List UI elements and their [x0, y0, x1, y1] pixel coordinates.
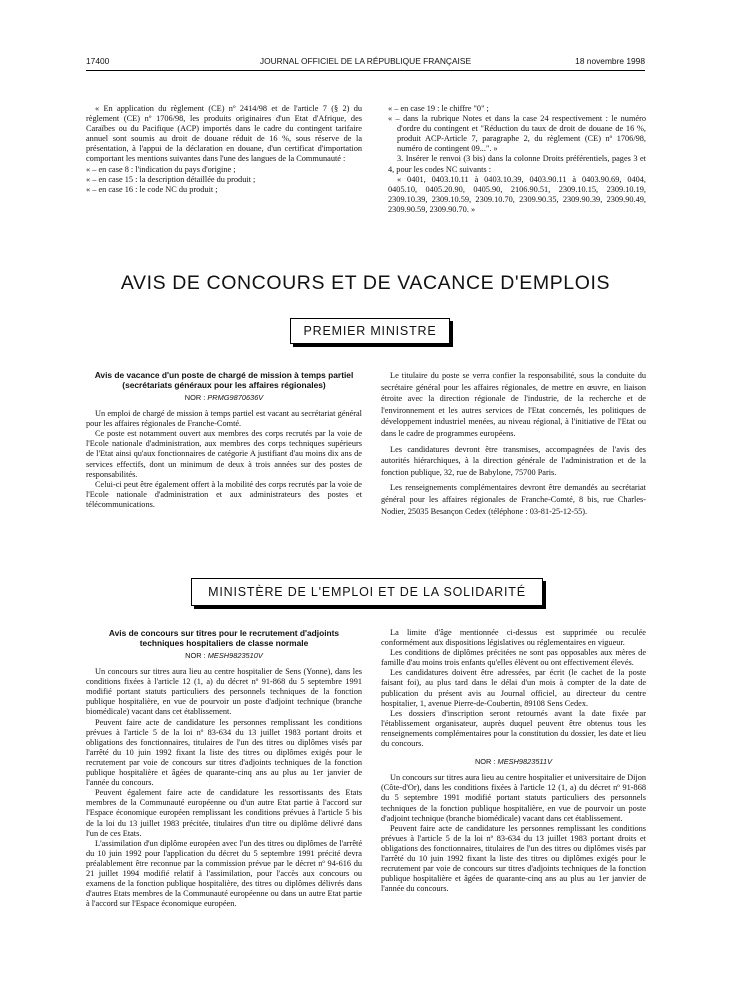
paragraph: Ce poste est notamment ouvert aux membres des corps recrutés par la voie de l'Ecole nationale d'administration, aux membres des corps techniques supérieurs de l'Etat ainsi qu'aux fonctionnaires de catégorie A justifiant d'au moins dix ans de services effectifs, dont un minimum de deux à trois années sur des postes de responsabilités. — [86, 429, 362, 479]
list-item: « – en case 19 : le chiffre "0" ; — [388, 104, 489, 113]
paragraph: Celui-ci peut être également offert à la mobilité des corps recrutés par la voie de l'Ecole nationale d'administration et aux administrateurs des postes et télécommunications. — [86, 479, 362, 509]
nor-label: NOR : — [184, 393, 206, 402]
paragraph: Peuvent faire acte de candidature les personnes remplissant les conditions prévues à l'article 5 de la loi nº 83-634 du 13 juillet 1983 portant droits et obligations des fonctionnaires, titulaires de l'un des titres ou diplômes visés par l'arrêté du 10 juin 1992 fixant la liste des titres ou diplômes exigés pour le recrutement par voie de concours sur titres d'adjoints techniques de la fonction publique hospitalière et âgées de quarante-cinq ans au plus au 1er janvier de l'année du concours. — [381, 823, 646, 894]
top-left-list — [86, 165, 362, 195]
nor-code: MESH9823510V — [207, 651, 263, 660]
top-right-codes: « 0401, 0403.10.11 à 0403.10.39, 0403.90.11 à 0403.90.69, 0404, 0405.10, 0405.20.90, 0405.90, 2106.90.51, 2309.10.15, 2309.10.19, 2309.10.39, 2309.10.59, 2309.10.70, 2309.90.35, 2309.90.39, 2309.90.49, 2309.90.59, 2309.90.70. » — [388, 174, 646, 214]
header-rule — [86, 70, 645, 71]
nor-label: NOR : — [185, 651, 206, 660]
section-title: AVIS DE CONCOURS ET DE VACANCE D'EMPLOIS — [120, 272, 611, 294]
paragraph: La limite d'âge mentionnée ci-dessus est supprimée ou reculée conformément aux dispositions législatives ou réglementaires en vigueur. — [381, 628, 646, 648]
page-header — [86, 56, 645, 68]
list-item: « – en case 16 : le code NC du produit ; — [86, 184, 218, 194]
top-left-column — [86, 104, 362, 195]
paragraph: Le titulaire du poste se verra confier la responsabilité, sous la conduite du secrétaire général pour les affaires régionales, de mettre en œuvre, en liaison étroite avec la direction régionale de l'industrie, de la recherche et de l'environnement et les autres services de l'Etat concernés, les politiques de développement industriel menées, au niveau régional, à l'initiative de l'Etat ou dans le cadre de programmes européens. — [381, 371, 646, 438]
top-right-column — [388, 104, 646, 215]
paragraph: Les candidatures doivent être adressées, par écrit (le cachet de la poste faisant foi), au plus tard dans le délai d'un mois à compter de la date de publication du présent avis au Journal officiel, au directeur du centre hospitalier, 1, avenue Pierre-de-Coubertin, 89108 Sens Cedex. — [381, 668, 646, 708]
article-1-right — [381, 370, 646, 517]
list-item: « – en case 15 : la description détaillée du produit ; — [86, 174, 256, 184]
article-1-nor — [86, 393, 362, 403]
article-1-title: Avis de vacance d'un poste de chargé de mission à temps partiel (secrétariats généraux pour les affaires régionales) — [94, 370, 354, 390]
top-right-list — [388, 104, 646, 154]
article-3-nor — [381, 757, 646, 767]
paragraph: Un concours sur titres aura lieu au centre hospitalier de Sens (Yonne), dans les conditions fixées à l'article 12 (1, a) du décret nº 91-868 du 5 septembre 1991 modifié portant statuts particuliers des personnels techniques de la fonction publique hospitalière, en vue de pourvoir un poste d'adjoint technique (branche biomédicale) vacant dans cet établissement. — [86, 667, 362, 717]
page-number: 17400 — [86, 56, 110, 66]
ministry-box-emploi-solidarite: MINISTÈRE DE L'EMPLOI ET DE LA SOLIDARITÉ — [191, 578, 543, 606]
article-2-left — [86, 628, 362, 909]
issue-date: 18 novembre 1998 — [575, 56, 645, 66]
journal-title: JOURNAL OFFICIEL DE LA RÉPUBLIQUE FRANÇAISE — [259, 56, 472, 66]
paragraph: L'assimilation d'un diplôme européen avec l'un des titres ou diplômes de l'arrêté du 10 juin 1992 pour l'application du décret du 5 septembre 1991 précité devra préalablement être reconnue par la commission prévue par le décret nº 94-616 du 21 juillet 1994 modifié relatif à l'assimilation, pour l'accès aux concours ou examens de la fonction publique hospitalière, des titres ou diplômes délivrés dans d'autres Etats membres de la Communauté européenne ou dans un autre Etat partie à l'accord sur l'Espace économique européen. — [86, 838, 362, 909]
article-2-nor — [86, 651, 362, 661]
list-item: « – dans la rubrique Notes et dans la case 24 respectivement : le numéro d'ordre du contingent et "Réduction du taux de droit de douane de 16 %, produit ACP-Article 7, paragraphe 2, du règlement (CE) nº 1706/98, numéro de contingent 09...". » — [388, 114, 646, 154]
article-2-right — [381, 628, 646, 894]
nor-code: MESH9823511V — [497, 757, 553, 767]
paragraph: Un concours sur titres aura lieu au centre hospitalier et universitaire de Dijon (Côte-d'Or), dans les conditions fixées à l'article 12 (1, a) du décret nº 91-868 du 5 septembre 1991 modifié portant statuts particuliers des personnels techniques de la fonction publique hospitalière, en vue de pourvoir un poste d'adjoint technique (branche biomédicale) vacant dans cet établissement. — [381, 773, 646, 823]
top-right-paragraph: 3. Insérer le renvoi (3 bis) dans la colonne Droits préférentiels, pages 3 et 4, pour les codes NC suivants : — [388, 154, 646, 174]
paragraph: Les candidatures devront être transmises, accompagnées de l'avis des autorités hiérarchiques, à la direction générale de l'administration et de la fonction publique, 32, rue de Babylone, 75700 Paris. — [381, 444, 646, 477]
paragraph: Les renseignements complémentaires devront être demandés au secrétariat général pour les affaires régionales de Franche-Comté, 8 bis, rue Charles-Nodier, 25035 Besançon Cedex (téléphone : 03-81-25-12-55). — [381, 483, 646, 516]
paragraph: Peuvent faire acte de candidature les personnes remplissant les conditions prévues à l'article 5 de la loi nº 83-634 du 13 juillet 1983 portant droits et obligations des fonctionnaires, titulaires de l'un des titres ou diplômes visés par l'arrêté du 10 juin 1992 fixant la liste des titres ou diplômes exigés pour le recrutement par voie de concours sur titres d'adjoints techniques de la fonction publique hospitalière et âgées de quarante-cinq ans au plus au 1er janvier de l'année du concours. — [86, 717, 362, 788]
paragraph: Les conditions de diplômes précitées ne sont pas opposables aux mères de famille d'au moins trois enfants qu'elles élèvent ou ont effectivement élevés. — [381, 648, 646, 668]
nor-code: PRMG9870636V — [207, 393, 264, 402]
article-1-left — [86, 370, 362, 510]
paragraph: Les dossiers d'inscription seront retournés avant la date fixée par l'établissement organisateur, auprès duquel peuvent être obtenus tous les renseignements complémentaires pour la constitution du dossier, les date et lieu du concours. — [381, 708, 646, 749]
article-2-title: Avis de concours sur titres pour le recrutement d'adjoints techniques hospitaliers de classe normale — [108, 628, 340, 648]
list-item: « – en case 8 : l'indication du pays d'origine ; — [86, 164, 236, 174]
top-intro-paragraph: « En application du règlement (CE) nº 2414/98 et de l'article 7 (§ 2) du règlement (CE) nº 1706/98, les produits originaires d'un Etat d'Afrique, des Caraïbes ou du Pacifique (ACP) importés dans le cadre du contingent tarifaire annuel sont soumis au droit de douane réduit de 16 %, sous réserve de la présentation, à l'appui de la déclaration en douane, d'un certificat d'importation comportant les mentions suivantes dans l'une des langues de la Communauté : — [86, 104, 362, 164]
paragraph: Peuvent également faire acte de candidature les ressortissants des Etats membres de la Communauté européenne ou d'un autre Etat partie à l'accord sur l'Espace économique européen remplissant les conditions prévues à l'article 5 bis de la loi du 13 juillet 1983 précitée, titulaires d'un titre ou diplôme délivré dans l'un de ces Etats. — [86, 788, 362, 838]
ministry-box-premier-ministre: PREMIER MINISTRE — [290, 318, 450, 344]
nor-label: NOR : — [474, 757, 496, 767]
paragraph: Un emploi de chargé de mission à temps partiel est vacant au secrétariat général pour les affaires régionales de Franche-Comté. — [86, 409, 362, 429]
